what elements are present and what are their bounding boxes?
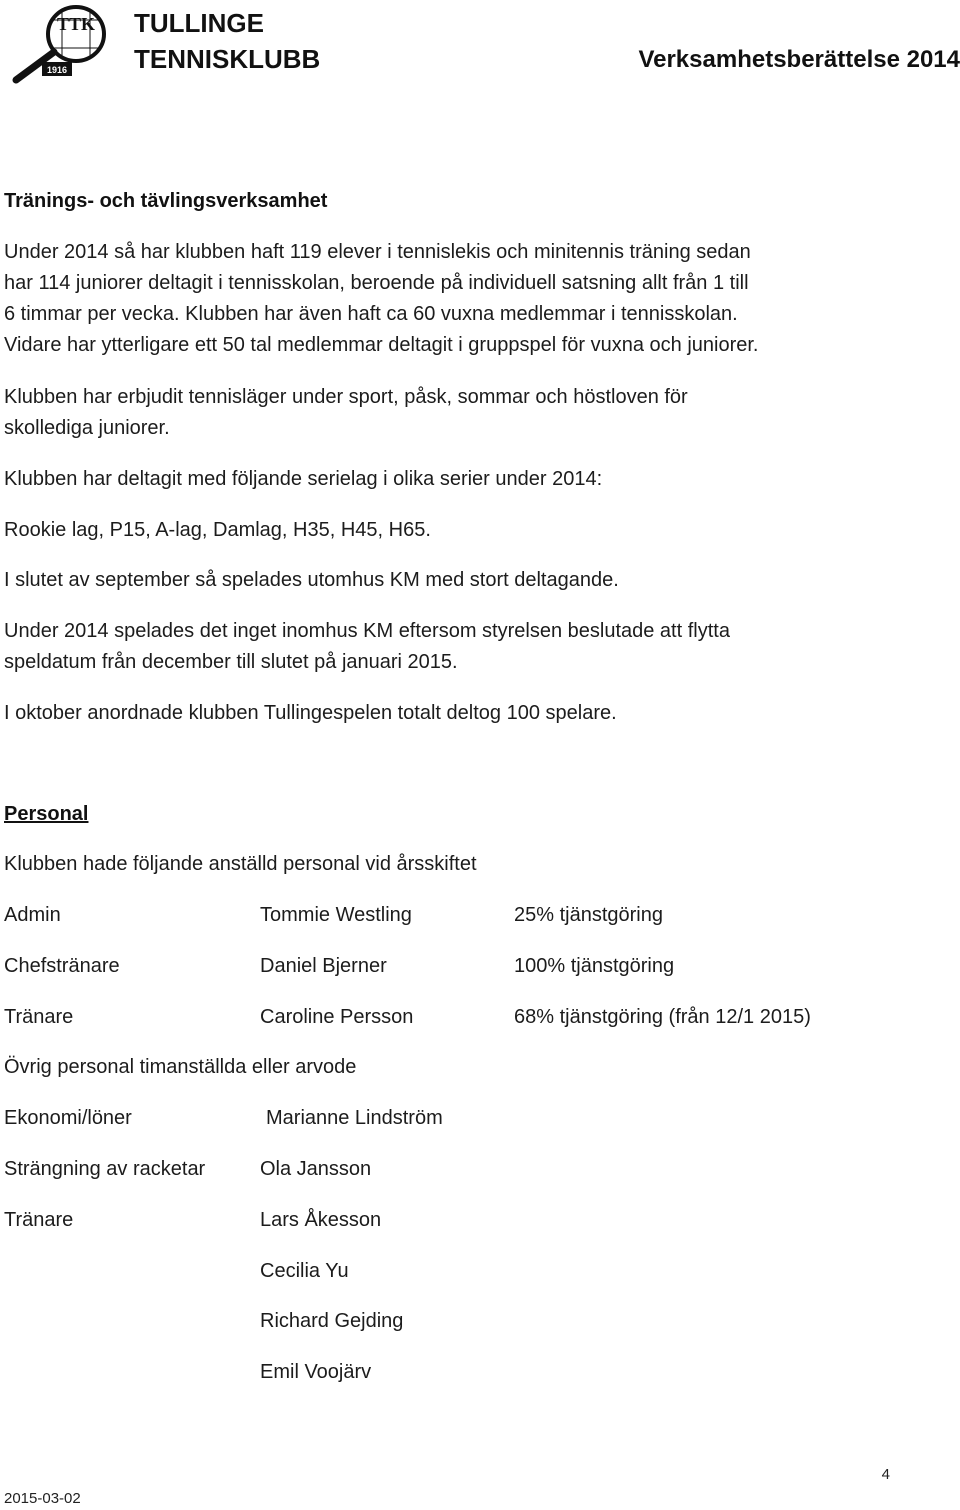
club-name-line2: TENNISKLUBB bbox=[134, 44, 321, 74]
other-staff-role: Strängning av racketar bbox=[4, 1158, 206, 1180]
other-staff-name: Richard Gejding bbox=[260, 1310, 404, 1332]
other-staff-heading: Övrig personal timanställda eller arvode bbox=[4, 1056, 357, 1078]
paragraph-line: Under 2014 spelades det inget inomhus KM eftersom styrelsen beslutade att flytta bbox=[4, 620, 730, 642]
other-staff-name: Marianne Lindström bbox=[266, 1107, 443, 1129]
other-staff-name: Cecilia Yu bbox=[260, 1260, 349, 1282]
logo-year: 1916 bbox=[46, 65, 68, 75]
paragraph-line: I slutet av september så spelades utomhus KM med stort deltagande. bbox=[4, 569, 619, 591]
paragraph-line: Klubben har deltagit med följande serielag i olika serier under 2014: bbox=[4, 468, 603, 490]
staff-role: Tränare bbox=[4, 1006, 74, 1028]
paragraph-line: I oktober anordnade klubben Tullingespelen totalt deltog 100 spelare. bbox=[4, 702, 617, 724]
other-staff-role: Ekonomi/löner bbox=[4, 1107, 132, 1129]
paragraph-line: Under 2014 så har klubben haft 119 elever i tennislekis och minitennis träning sedan bbox=[4, 241, 751, 263]
paragraph-line: Rookie lag, P15, A-lag, Damlag, H35, H45, H65. bbox=[4, 519, 431, 541]
paragraph-line: skollediga juniorer. bbox=[4, 417, 170, 439]
staff-extent: 68% tjänstgöring (från 12/1 2015) bbox=[514, 1006, 811, 1028]
paragraph-line: Klubben har erbjudit tennisläger under sport, påsk, sommar och höstloven för bbox=[4, 386, 688, 408]
paragraph-line: 6 timmar per vecka. Klubben har även haft ca 60 vuxna medlemmar i tennisskolan. bbox=[4, 303, 738, 325]
other-staff-name: Ola Jansson bbox=[260, 1158, 372, 1180]
logo-text: TTK bbox=[56, 14, 96, 34]
staff-extent: 100% tjänstgöring bbox=[514, 955, 675, 977]
other-staff-name: Lars Åkesson bbox=[260, 1209, 382, 1231]
personal-intro: Klubben hade följande anställd personal vid årsskiftet bbox=[4, 853, 477, 875]
paragraph-line: har 114 juniorer deltagit i tennisskolan, beroende på individuell satsning allt från 1 till bbox=[4, 272, 749, 294]
staff-role: Admin bbox=[4, 904, 61, 926]
staff-name: Caroline Persson bbox=[260, 1006, 414, 1028]
club-name-line1: TULLINGE bbox=[134, 8, 264, 38]
other-staff-role: Tränare bbox=[4, 1209, 74, 1231]
other-staff-name: Emil Voojärv bbox=[260, 1361, 372, 1383]
page-number: 4 bbox=[881, 1466, 890, 1483]
staff-name: Daniel Bjerner bbox=[260, 955, 387, 977]
staff-role: Chefstränare bbox=[4, 955, 120, 977]
section-heading-personal: Personal bbox=[4, 803, 89, 825]
staff-name: Tommie Westling bbox=[260, 904, 412, 926]
section-heading-training: Tränings- och tävlingsverksamhet bbox=[4, 190, 328, 212]
staff-extent: 25% tjänstgöring bbox=[514, 904, 663, 926]
document-title: Verksamhetsberättelse 2014 bbox=[638, 46, 960, 73]
paragraph-line: speldatum från december till slutet på januari 2015. bbox=[4, 651, 458, 673]
paragraph-line: Vidare har ytterligare ett 50 tal medlemmar deltagit i gruppspel för vuxna och juniorer. bbox=[4, 334, 759, 356]
footer-date: 2015-03-02 bbox=[4, 1490, 81, 1507]
club-logo bbox=[2, 2, 126, 88]
